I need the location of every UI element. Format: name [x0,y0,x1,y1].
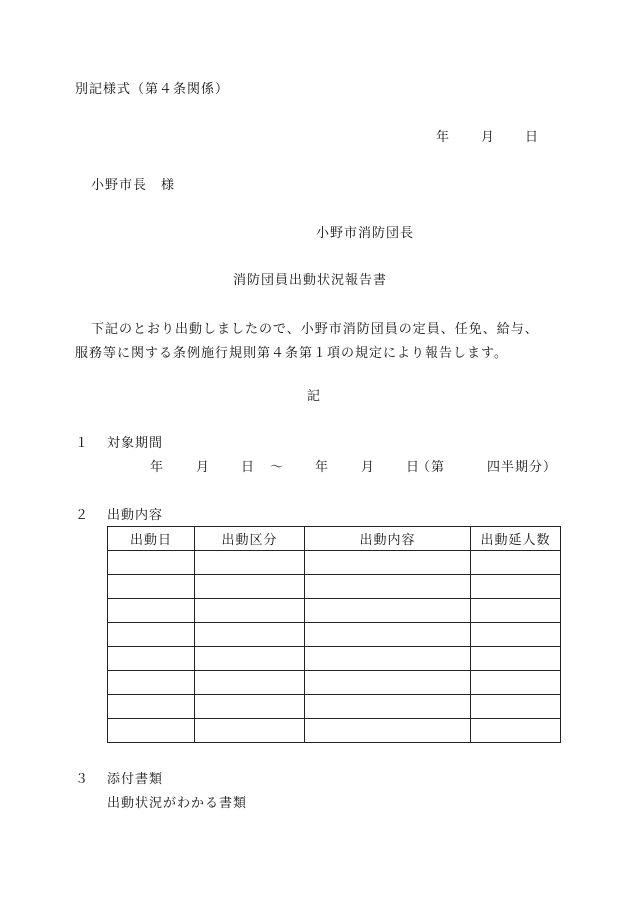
table-cell [195,695,305,719]
table-cell [108,575,195,599]
table-row [108,647,561,671]
body-line-2: 服務等に関する条例施行規則第４条第１項の規定により報告します。 [75,346,508,361]
period-tilde: ～ [270,460,285,475]
table-cell [305,623,471,647]
document-title: 消防団員出動状況報告書 [233,273,388,288]
form-label: 別記様式（第４条関係） [75,82,230,97]
table-cell [305,719,471,743]
table-cell [471,695,561,719]
body-paragraph [75,318,565,366]
section3-number: ３ [75,772,90,787]
table-cell [108,695,195,719]
table-cell [305,671,471,695]
table-cell [305,575,471,599]
table-cell [108,551,195,575]
table-row [108,599,561,623]
period-start-day: 日 [241,460,256,475]
table-row [108,719,561,743]
table-cell [471,719,561,743]
period-end-day: 日 [406,460,421,475]
period-end-month: 月 [361,460,376,475]
table-row [108,695,561,719]
period-start-month: 月 [196,460,211,475]
table-cell [471,599,561,623]
period-quarter: （第 四半期分） [417,460,558,475]
table-cell [195,671,305,695]
table-cell [471,671,561,695]
table-cell [195,575,305,599]
table-cell [471,575,561,599]
addressee: 小野市長 様 [91,178,176,193]
section1-number: １ [75,436,90,451]
table-cell [305,599,471,623]
table-cell [195,551,305,575]
column-header-date: 出動日 [108,527,195,551]
table-cell [305,647,471,671]
table-header-row [108,527,561,551]
period-end-year: 年 [315,460,330,475]
table-cell [108,719,195,743]
table-cell [471,623,561,647]
table-cell [108,599,195,623]
table-body [108,551,561,743]
ki-heading: 記 [307,389,322,404]
table-cell [195,719,305,743]
section3-heading: 添付書類 [107,772,164,787]
section2-number: ２ [75,508,90,523]
table-cell [305,551,471,575]
table-row [108,623,561,647]
table-cell [108,623,195,647]
column-header-person-days: 出動延人数 [471,527,561,551]
table-cell [108,671,195,695]
date-day-label: 日 [525,130,540,145]
body-line-1: 下記のとおり出動しましたので、小野市消防団員の定員、任免、給与、 [91,322,539,337]
section1-heading: 対象期間 [107,436,164,451]
attachment-item: 出動状況がわかる書類 [107,796,248,811]
table-cell [195,647,305,671]
sender: 小野市消防団長 [316,226,415,241]
table-cell [108,647,195,671]
date-year-label: 年 [436,130,451,145]
table-cell [195,623,305,647]
section2-heading: 出動内容 [107,508,164,523]
table-row [108,575,561,599]
table-cell [305,695,471,719]
dispatch-table [107,526,561,743]
table-cell [195,599,305,623]
column-header-category: 出動区分 [195,527,305,551]
table-row [108,551,561,575]
table-row [108,671,561,695]
table-cell [471,647,561,671]
date-month-label: 月 [481,130,496,145]
table-cell [471,551,561,575]
column-header-content: 出動内容 [305,527,471,551]
period-start-year: 年 [150,460,165,475]
